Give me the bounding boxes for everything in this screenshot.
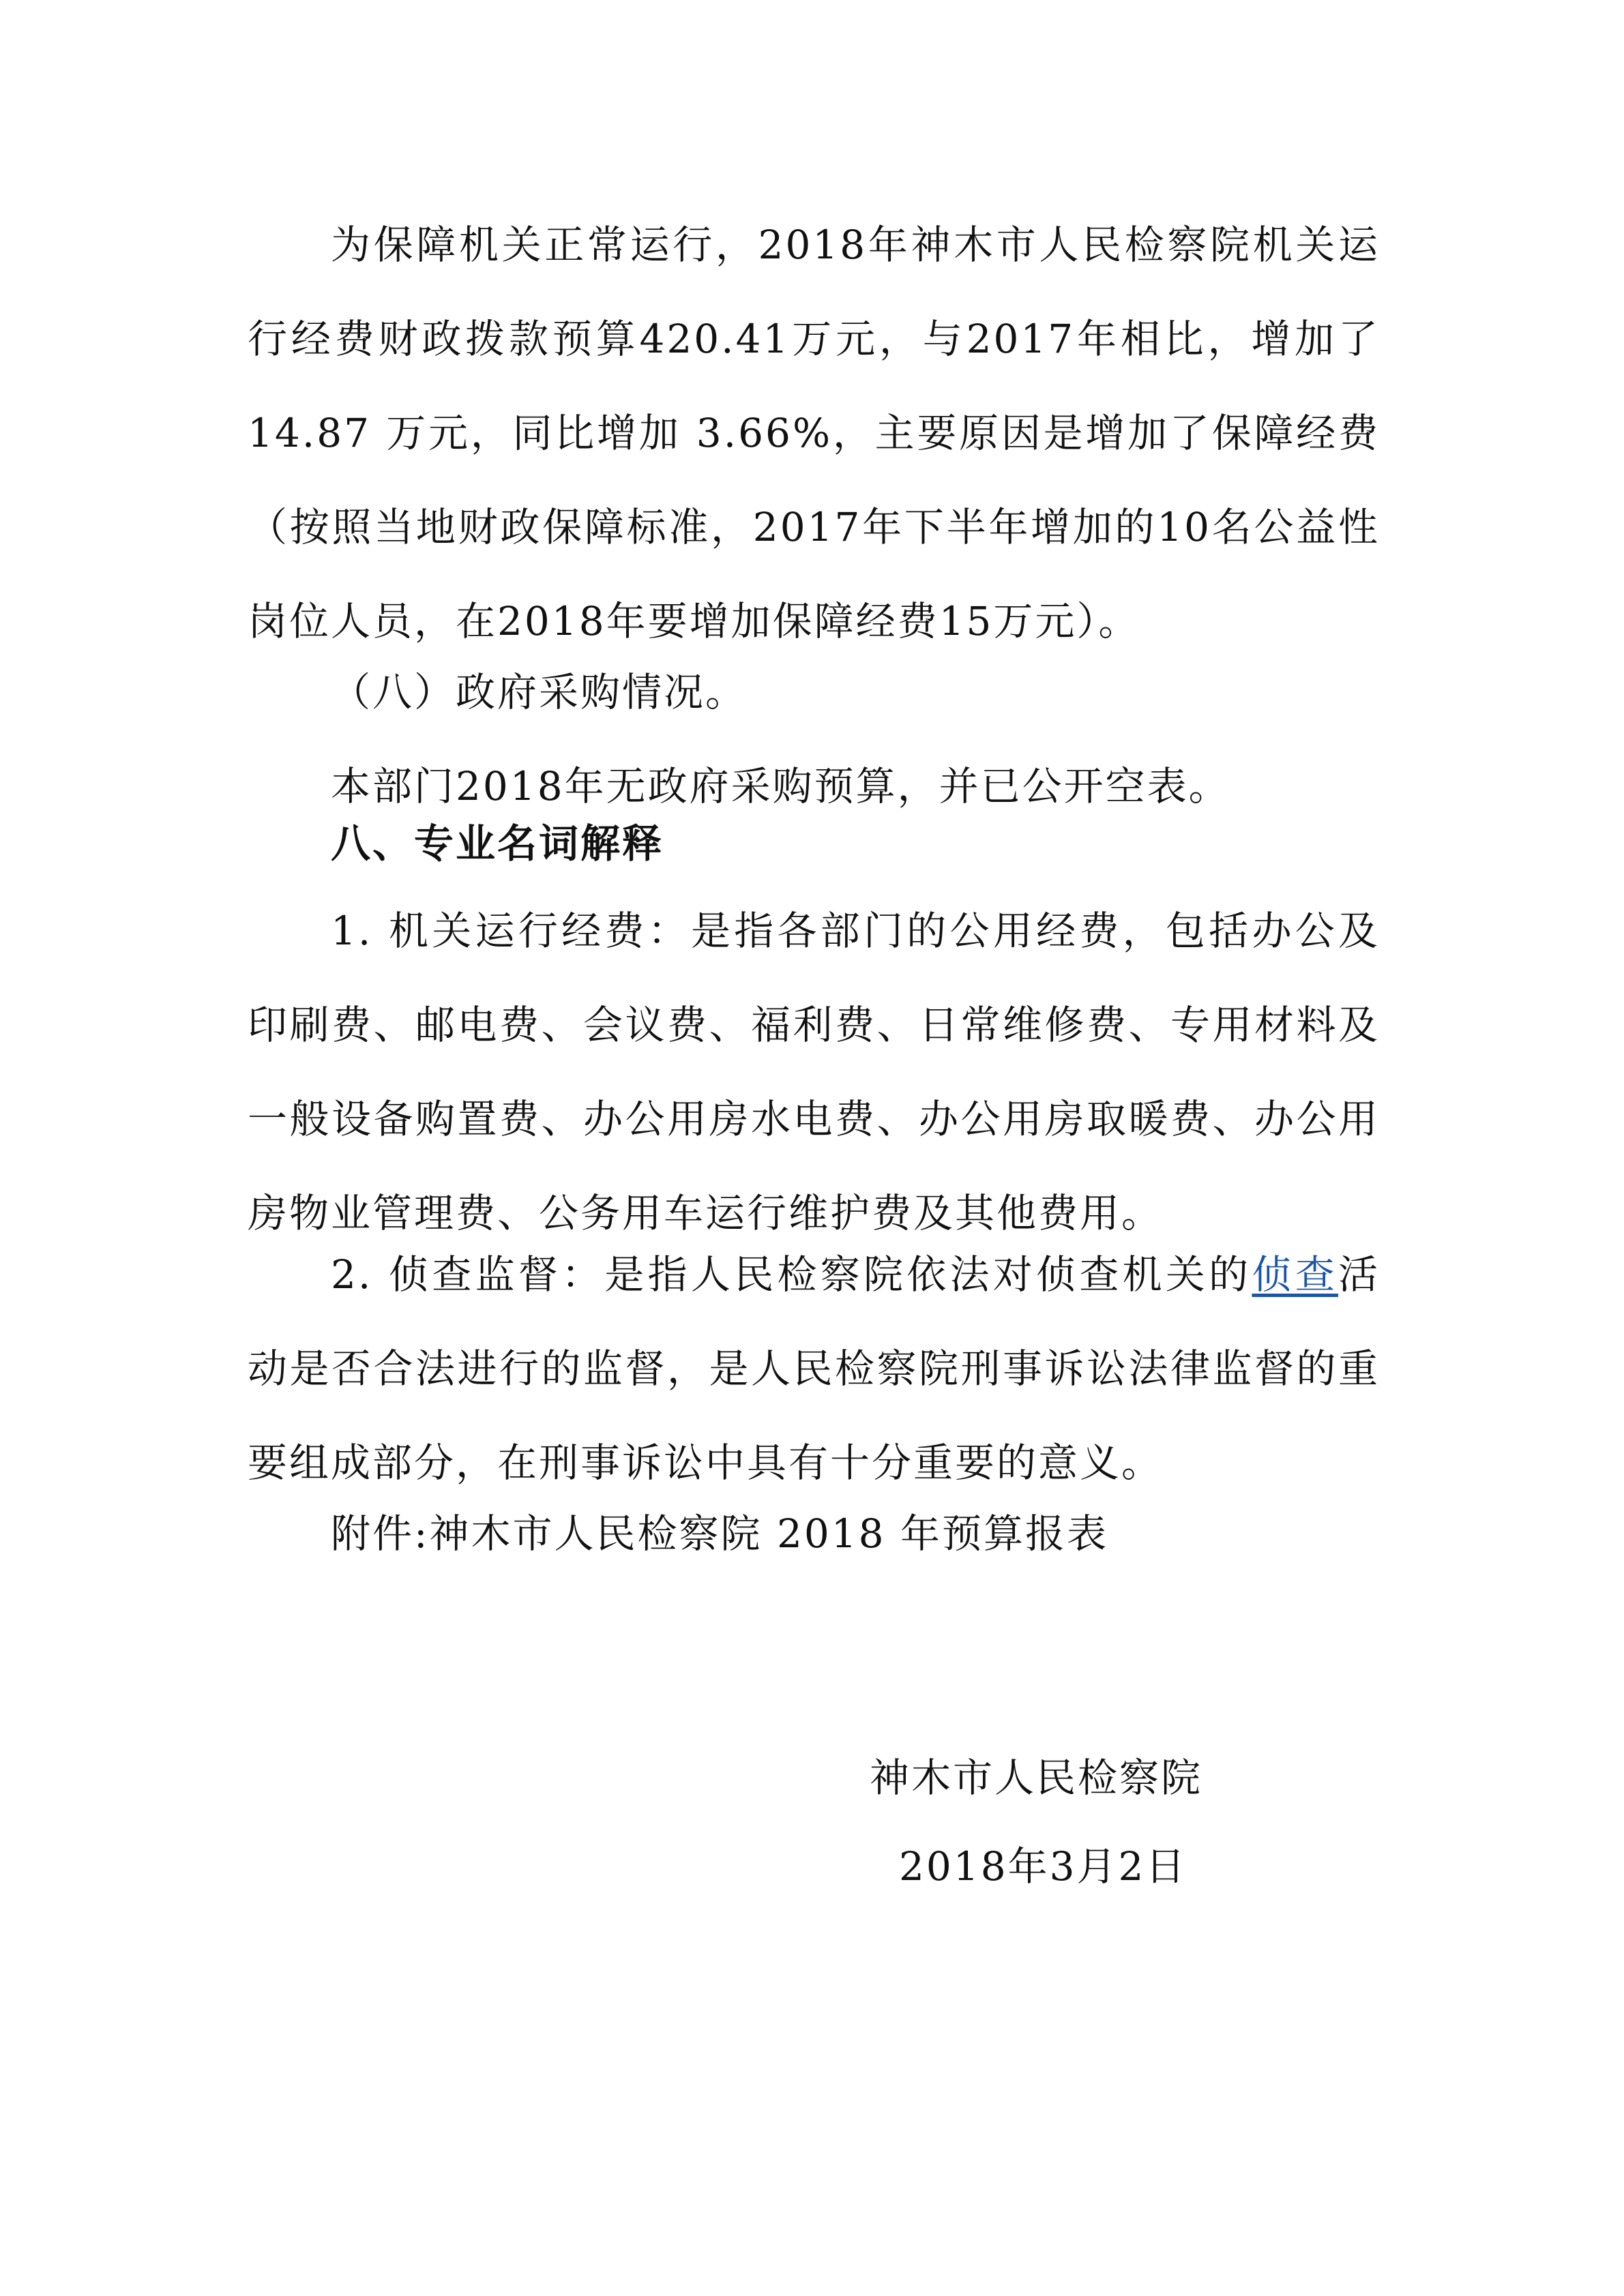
term-definition-investigation-supervision — [248, 1227, 1380, 1510]
investigation-link[interactable]: 侦查 — [1252, 1251, 1338, 1298]
section-heading-government-procurement: （八）政府采购情况。 — [331, 669, 748, 715]
term-definition-operating-expenses: 1. 机关运行经费：是指各部门的公用经费，包括办公及印刷费、邮电费、会议费、福利费、日常维修费、专用材料及一般设备购置费、办公用房水电费、办公用房取暖费、办公用房物业管理费、公务用车运行维护费及其他费用。 — [248, 908, 1380, 1236]
paragraph-operating-budget: 为保障机关正常运行，2018年神木市人民检察院机关运行经费财政拨款预算420.41万元，与2017年相比，增加了14.87 万元，同比增加 3.66%，主要原因是增加了保障经费（按照当地财政保障标准，2017年下半年增加的10名公益性岗位人员，在2018年要增加保障经费15万元）。 — [248, 222, 1380, 644]
signature-organization: 神木市人民检察院 — [870, 1755, 1203, 1801]
term-text-after-link: 活动是否合法进行的监督，是人民检察院刑事诉讼法律监督的重要组成部分，在刑事诉讼中具有十分重要的意义。 — [248, 1251, 1380, 1486]
section-heading-terms: 八、专业名词解释 — [331, 820, 664, 867]
paragraph-procurement: 本部门2018年无政府采购预算，并已公开空表。 — [331, 763, 1230, 809]
term-text-before-link: 2. 侦查监督：是指人民检察院依法对侦查机关的 — [331, 1251, 1252, 1298]
signature-date: 2018年3月2日 — [899, 1843, 1187, 1890]
attachment-line: 附件:神木市人民检察院 2018 年预算报表 — [331, 1510, 1109, 1557]
